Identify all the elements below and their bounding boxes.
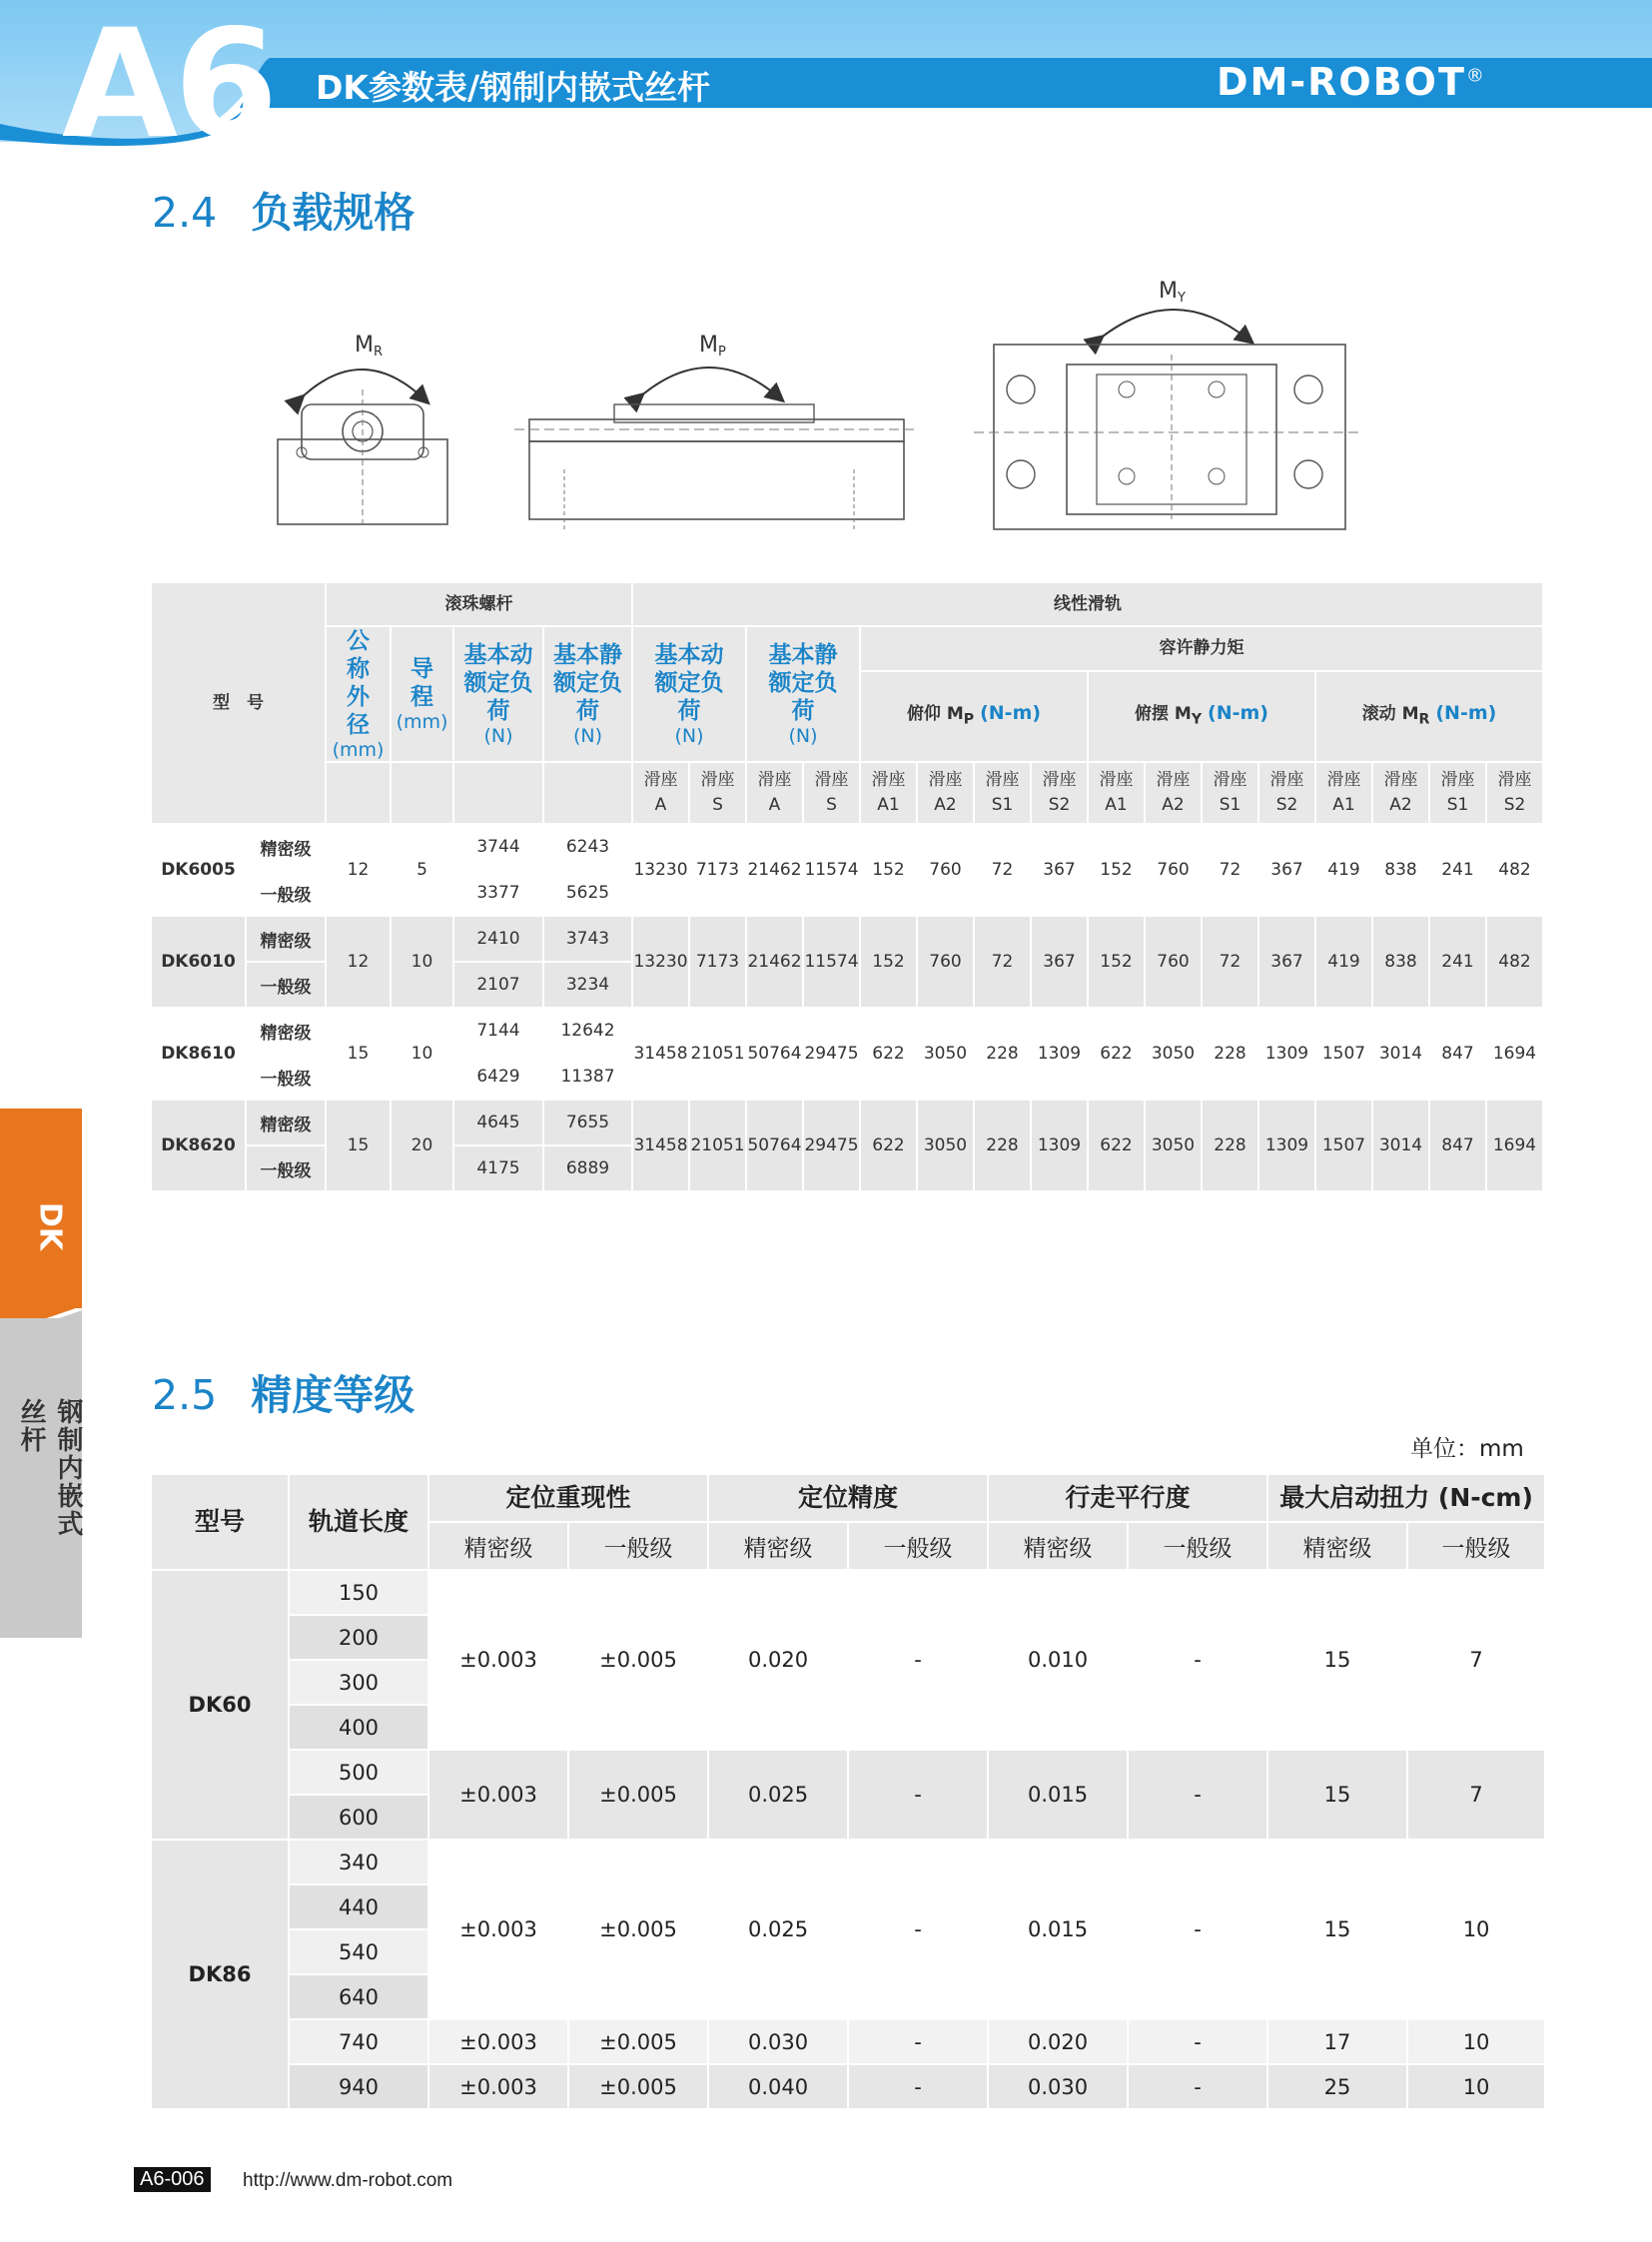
page-header (0, 0, 1652, 172)
dynamic-load-cell: 4175 (453, 1145, 543, 1191)
accuracy-table-row (151, 1840, 1545, 1884)
rail-value-cell: 3050 (917, 1100, 974, 1191)
section-number: 2.4 (152, 189, 218, 237)
rail-value-cell: 31458 (632, 1100, 689, 1191)
slider-label: 滑座 (985, 770, 1020, 790)
grade-cell: 一般级 (246, 962, 326, 1008)
load-spec-table (150, 581, 1544, 1192)
slider-label: 滑座 (1269, 770, 1304, 790)
model-cell: DK8620 (151, 1100, 246, 1191)
grade-precise: 精密级 (428, 1522, 568, 1570)
section-heading: 精度等级 (251, 1371, 415, 1419)
rail-value-cell: 3050 (1145, 1008, 1202, 1100)
pitch-moment-label: 俯仰 M (906, 704, 964, 725)
acc-header-torque: 最大启动扭力 (N-cm) (1267, 1474, 1545, 1522)
empty-cell (543, 762, 632, 824)
rail-value-cell: 419 (1315, 916, 1372, 1008)
header-static-load-label: 基本静额定负荷 (553, 642, 622, 724)
yaw-moment-unit: (N-m) (1208, 702, 1268, 725)
length-cell: 640 (289, 1974, 428, 2019)
slider-col-header (1429, 762, 1486, 824)
accuracy-value-cell: ±0.005 (568, 1570, 708, 1750)
rail-value-cell: 152 (860, 916, 917, 1008)
acc-header-length: 轨道长度 (289, 1474, 428, 1570)
rail-value-cell: 1507 (1315, 1008, 1372, 1100)
rail-value-cell: 367 (1258, 916, 1315, 1008)
accuracy-table (150, 1473, 1546, 2110)
grade-precise: 精密级 (708, 1522, 848, 1570)
slider-label: 滑座 (643, 770, 678, 790)
brand-name: DM-ROBOT (1217, 60, 1466, 104)
rail-value-cell: 3014 (1372, 1008, 1429, 1100)
slider-col-header (746, 762, 803, 824)
rail-value-cell: 72 (974, 916, 1031, 1008)
pitch-moment-sub: P (963, 711, 975, 728)
header-roll-moment (1315, 671, 1543, 762)
accuracy-value-cell: - (848, 1750, 988, 1840)
accuracy-table-row (151, 2064, 1545, 2109)
dynamic-load-cell: 6429 (453, 1054, 543, 1100)
rail-value-cell: 3014 (1372, 1100, 1429, 1191)
accuracy-value-cell: 10 (1407, 2064, 1545, 2109)
rail-value-cell: 7173 (689, 824, 746, 916)
length-cell: 940 (289, 2064, 428, 2109)
accuracy-table-row (151, 1570, 1545, 1615)
load-table-row (151, 916, 1543, 962)
accuracy-value-cell: 0.015 (988, 1750, 1128, 1840)
rail-value-cell: 760 (917, 824, 974, 916)
accuracy-value-cell: - (848, 1840, 988, 2019)
rail-value-cell: 21051 (689, 1008, 746, 1100)
slider-code: S1 (1446, 795, 1469, 815)
diameter-cell: 12 (326, 916, 391, 1008)
length-cell: 500 (289, 1750, 428, 1795)
rail-value-cell: 50764 (746, 1008, 803, 1100)
grade-normal: 一般级 (1128, 1522, 1267, 1570)
slider-label: 滑座 (1042, 770, 1077, 790)
grade-precise: 精密级 (1267, 1522, 1407, 1570)
moment-diagrams (0, 270, 1652, 539)
mr-moment-diagram (278, 333, 447, 529)
rail-value-cell: 72 (974, 824, 1031, 916)
accuracy-value-cell: 0.020 (708, 1570, 848, 1750)
slider-col-header (974, 762, 1031, 824)
slider-col-header (1031, 762, 1088, 824)
slider-label: 滑座 (1383, 770, 1418, 790)
accuracy-value-cell: 0.040 (708, 2064, 848, 2109)
header-lead (391, 626, 453, 762)
rail-value-cell: 1694 (1486, 1100, 1543, 1191)
slider-code: A1 (1332, 795, 1355, 815)
grade-cell: 精密级 (246, 1008, 326, 1054)
accuracy-value-cell: ±0.005 (568, 1750, 708, 1840)
static-load-cell: 7655 (543, 1100, 632, 1145)
accuracy-value-cell: - (848, 2019, 988, 2064)
accuracy-value-cell: 15 (1267, 1840, 1407, 2019)
rail-value-cell: 29475 (803, 1100, 860, 1191)
unit-note: 单位：mm (1410, 1436, 1524, 1462)
static-load-cell: 6889 (543, 1145, 632, 1191)
rail-value-cell: 622 (1088, 1008, 1145, 1100)
slider-col-header (689, 762, 746, 824)
rail-value-cell: 50764 (746, 1100, 803, 1191)
rail-value-cell: 241 (1429, 824, 1486, 916)
slider-col-header (917, 762, 974, 824)
accuracy-value-cell: 10 (1407, 1840, 1545, 2019)
grade-normal: 一般级 (848, 1522, 988, 1570)
accuracy-value-cell: - (848, 2064, 988, 2109)
rail-value-cell: 760 (1145, 916, 1202, 1008)
accuracy-value-cell: 0.030 (988, 2064, 1128, 2109)
registered-mark: ® (1465, 65, 1486, 87)
acc-header-parallelism: 行走平行度 (988, 1474, 1267, 1522)
slider-code: A2 (1162, 795, 1185, 815)
slider-col-header (1372, 762, 1429, 824)
rail-value-cell: 11574 (803, 824, 860, 916)
grade-cell: 精密级 (246, 916, 326, 962)
model-cell: DK6010 (151, 916, 246, 1008)
slider-label: 滑座 (1497, 770, 1532, 790)
load-table-row (151, 824, 1543, 870)
dynamic-load-cell: 4645 (453, 1100, 543, 1145)
rail-value-cell: 760 (917, 916, 974, 1008)
length-cell: 600 (289, 1795, 428, 1840)
header-diameter-unit: (mm) (332, 739, 385, 761)
rail-value-cell: 622 (860, 1100, 917, 1191)
acc-header-repeatability: 定位重现性 (428, 1474, 708, 1522)
slider-col-header (1258, 762, 1315, 824)
rail-value-cell: 1309 (1258, 1100, 1315, 1191)
dynamic-load-cell: 3377 (453, 870, 543, 916)
side-tab-dk[interactable] (0, 1109, 82, 1333)
static-load-cell: 3743 (543, 916, 632, 962)
rail-value-cell: 29475 (803, 1008, 860, 1100)
accuracy-value-cell: - (1128, 1570, 1267, 1750)
rail-value-cell: 838 (1372, 824, 1429, 916)
slider-label: 滑座 (1099, 770, 1134, 790)
slider-code: A2 (1389, 795, 1412, 815)
header-diameter (326, 626, 391, 762)
rail-value-cell: 367 (1031, 916, 1088, 1008)
rail-value-cell: 1507 (1315, 1100, 1372, 1191)
header-static-load (543, 626, 632, 762)
slider-label: 滑座 (700, 770, 735, 790)
static-load-cell: 6243 (543, 824, 632, 870)
rail-value-cell: 419 (1315, 824, 1372, 916)
slider-label: 滑座 (814, 770, 849, 790)
header-title: DK参数表/钢制内嵌式丝杆 (316, 68, 711, 107)
chapter-code: A6 (62, 0, 275, 172)
slider-col-header (1486, 762, 1543, 824)
dynamic-load-cell: 7144 (453, 1008, 543, 1054)
acc-model-cell: DK86 (151, 1840, 289, 2109)
empty-cell (453, 762, 543, 824)
slider-code: A1 (1105, 795, 1128, 815)
accuracy-value-cell: 10 (1407, 2019, 1545, 2064)
rail-value-cell: 228 (1202, 1100, 1258, 1191)
grade-normal: 一般级 (568, 1522, 708, 1570)
empty-cell (326, 762, 391, 824)
section-number: 2.5 (152, 1371, 218, 1419)
header-rail-dynamic-load-unit: (N) (674, 725, 704, 747)
acc-model-cell: DK60 (151, 1570, 289, 1840)
rail-value-cell: 152 (1088, 916, 1145, 1008)
slider-code: S2 (1503, 795, 1526, 815)
model-cell: DK6005 (151, 824, 246, 916)
length-cell: 150 (289, 1570, 428, 1615)
header-rail-dynamic-load (632, 626, 746, 762)
slider-label: 滑座 (928, 770, 963, 790)
lead-cell: 10 (391, 916, 453, 1008)
header-yaw-moment (1088, 671, 1315, 762)
slider-col-header (803, 762, 860, 824)
rail-value-cell: 31458 (632, 1008, 689, 1100)
header-static-load-unit: (N) (572, 725, 603, 747)
diameter-cell: 15 (326, 1008, 391, 1100)
lead-cell: 20 (391, 1100, 453, 1191)
slider-col-header (860, 762, 917, 824)
dynamic-load-cell: 2410 (453, 916, 543, 962)
slider-label: 滑座 (1440, 770, 1475, 790)
accuracy-value-cell: - (848, 1570, 988, 1750)
rail-value-cell: 13230 (632, 916, 689, 1008)
side-tab-category-label: 钢制内嵌式丝杆 (16, 1398, 83, 1538)
grade-cell: 精密级 (246, 824, 326, 870)
rail-value-cell: 228 (974, 1008, 1031, 1100)
accuracy-value-cell: 0.020 (988, 2019, 1128, 2064)
roll-moment-sub: R (1418, 711, 1430, 728)
slider-code: S1 (991, 795, 1014, 815)
accuracy-table-row (151, 2019, 1545, 2064)
accuracy-value-cell: 17 (1267, 2019, 1407, 2064)
brand-logo (1217, 60, 1486, 104)
header-dynamic-load-label: 基本动额定负荷 (463, 642, 533, 724)
header-model: 型 号 (151, 582, 326, 824)
length-cell: 340 (289, 1840, 428, 1884)
accuracy-value-cell: 7 (1407, 1750, 1545, 1840)
header-pitch-moment (860, 671, 1088, 762)
rail-value-cell: 847 (1429, 1100, 1486, 1191)
accuracy-value-cell: 0.025 (708, 1750, 848, 1840)
rail-value-cell: 1309 (1258, 1008, 1315, 1100)
mp-label: MP (699, 333, 726, 360)
acc-header-model: 型号 (151, 1474, 289, 1570)
side-tab-category[interactable] (0, 1318, 82, 1638)
mp-moment-diagram (514, 333, 919, 529)
accuracy-value-cell: ±0.003 (428, 1750, 568, 1840)
accuracy-value-cell: - (1128, 2019, 1267, 2064)
accuracy-value-cell: ±0.003 (428, 2064, 568, 2109)
yaw-moment-sub: Y (1191, 711, 1203, 728)
header-rail-dynamic-load-label: 基本动额定负荷 (654, 642, 724, 724)
grade-precise: 精密级 (988, 1522, 1128, 1570)
header-diameter-label: 公称外径 (347, 628, 370, 738)
section-2-4-title (152, 180, 414, 239)
rail-value-cell: 622 (1088, 1100, 1145, 1191)
slider-col-header (1088, 762, 1145, 824)
section-2-5-title (152, 1362, 414, 1421)
side-tab-dk-label: DK (32, 1201, 68, 1251)
rail-value-cell: 482 (1486, 824, 1543, 916)
rail-value-cell: 367 (1031, 824, 1088, 916)
rail-value-cell: 3050 (917, 1008, 974, 1100)
section-heading: 负载规格 (251, 189, 415, 237)
rail-value-cell: 1309 (1031, 1100, 1088, 1191)
dynamic-load-cell: 3744 (453, 824, 543, 870)
mr-label: MR (355, 333, 384, 360)
accuracy-value-cell: 7 (1407, 1570, 1545, 1750)
my-label: MY (1159, 279, 1186, 306)
length-cell: 540 (289, 1929, 428, 1974)
rail-value-cell: 152 (860, 824, 917, 916)
slider-code: A1 (877, 795, 900, 815)
rail-value-cell: 21462 (746, 916, 803, 1008)
rail-value-cell: 13230 (632, 824, 689, 916)
rail-value-cell: 367 (1258, 824, 1315, 916)
length-cell: 440 (289, 1884, 428, 1929)
slider-code: A (654, 795, 667, 815)
header-rail-static-load-unit: (N) (788, 725, 818, 747)
accuracy-value-cell: 15 (1267, 1570, 1407, 1750)
accuracy-value-cell: ±0.003 (428, 1570, 568, 1750)
accuracy-value-cell: 0.010 (988, 1570, 1128, 1750)
diameter-cell: 15 (326, 1100, 391, 1191)
rail-value-cell: 241 (1429, 916, 1486, 1008)
rail-value-cell: 482 (1486, 916, 1543, 1008)
dynamic-load-cell: 2107 (453, 962, 543, 1008)
slider-code: S (826, 795, 837, 815)
load-table-row (151, 1100, 1543, 1145)
header-rail-static-load-label: 基本静额定负荷 (768, 642, 838, 724)
slider-subheader-row (151, 762, 1543, 824)
accuracy-value-cell: ±0.003 (428, 1840, 568, 2019)
slider-col-header (1145, 762, 1202, 824)
slider-code: S2 (1048, 795, 1071, 815)
empty-cell (391, 762, 453, 824)
accuracy-value-cell: 0.015 (988, 1840, 1128, 2019)
accuracy-table-row (151, 1750, 1545, 1795)
slider-col-header (1315, 762, 1372, 824)
slider-label: 滑座 (1213, 770, 1247, 790)
slider-code: A (768, 795, 781, 815)
accuracy-value-cell: 25 (1267, 2064, 1407, 2109)
accuracy-value-cell: ±0.005 (568, 2019, 708, 2064)
static-load-cell: 3234 (543, 962, 632, 1008)
rail-value-cell: 72 (1202, 916, 1258, 1008)
rail-value-cell: 3050 (1145, 1100, 1202, 1191)
accuracy-value-cell: ±0.005 (568, 2064, 708, 2109)
length-cell: 300 (289, 1660, 428, 1705)
slider-col-header (632, 762, 689, 824)
grade-normal: 一般级 (1407, 1522, 1545, 1570)
acc-header-accuracy: 定位精度 (708, 1474, 988, 1522)
rail-value-cell: 7173 (689, 916, 746, 1008)
lead-cell: 5 (391, 824, 453, 916)
header-rail-static-load (746, 626, 860, 762)
static-load-cell: 5625 (543, 870, 632, 916)
header-dynamic-load-unit: (N) (483, 725, 513, 747)
header-linear-rail: 线性滑轨 (632, 582, 1543, 626)
static-load-cell: 12642 (543, 1008, 632, 1054)
rail-value-cell: 72 (1202, 824, 1258, 916)
rail-value-cell: 847 (1429, 1008, 1486, 1100)
accuracy-value-cell: ±0.003 (428, 2019, 568, 2064)
rail-value-cell: 228 (974, 1100, 1031, 1191)
length-cell: 740 (289, 2019, 428, 2064)
accuracy-value-cell: 15 (1267, 1750, 1407, 1840)
load-table-row (151, 1008, 1543, 1054)
rail-value-cell: 21462 (746, 824, 803, 916)
roll-moment-label: 滚动 M (1361, 704, 1419, 725)
header-ballscrew: 滚珠螺杆 (326, 582, 632, 626)
header-lead-unit: (mm) (396, 711, 448, 733)
rail-value-cell: 838 (1372, 916, 1429, 1008)
page-code: A6-006 (134, 2167, 211, 2192)
model-cell: DK8610 (151, 1008, 246, 1100)
rail-value-cell: 21051 (689, 1100, 746, 1191)
slider-col-header (1202, 762, 1258, 824)
footer-url[interactable]: http://www.dm-robot.com (243, 2170, 453, 2191)
rail-value-cell: 622 (860, 1008, 917, 1100)
static-load-cell: 11387 (543, 1054, 632, 1100)
accuracy-value-cell: ±0.005 (568, 1840, 708, 2019)
accuracy-value-cell: - (1128, 2064, 1267, 2109)
grade-cell: 精密级 (246, 1100, 326, 1145)
diameter-cell: 12 (326, 824, 391, 916)
rail-value-cell: 760 (1145, 824, 1202, 916)
slider-code: S (712, 795, 723, 815)
slider-label: 滑座 (1156, 770, 1191, 790)
slider-code: S2 (1275, 795, 1298, 815)
slider-code: A2 (934, 795, 957, 815)
length-cell: 400 (289, 1705, 428, 1750)
yaw-moment-label: 俯摆 M (1135, 704, 1192, 725)
rail-value-cell: 1694 (1486, 1008, 1543, 1100)
roll-moment-unit: (N-m) (1435, 702, 1497, 725)
my-moment-diagram (974, 279, 1363, 529)
grade-cell: 一般级 (246, 1054, 326, 1100)
slider-code: S1 (1219, 795, 1241, 815)
accuracy-value-cell: 0.025 (708, 1840, 848, 2019)
slider-label: 滑座 (757, 770, 792, 790)
length-cell: 200 (289, 1615, 428, 1660)
lead-cell: 10 (391, 1008, 453, 1100)
accuracy-value-cell: - (1128, 1840, 1267, 2019)
accuracy-value-cell: - (1128, 1750, 1267, 1840)
rail-value-cell: 1309 (1031, 1008, 1088, 1100)
header-static-moment: 容许静力矩 (860, 626, 1543, 671)
pitch-moment-unit: (N-m) (980, 702, 1042, 725)
header-dynamic-load (453, 626, 543, 762)
rail-value-cell: 228 (1202, 1008, 1258, 1100)
header-lead-label: 导程 (411, 656, 433, 710)
slider-label: 滑座 (871, 770, 906, 790)
grade-cell: 一般级 (246, 1145, 326, 1191)
slider-label: 滑座 (1326, 770, 1361, 790)
grade-cell: 一般级 (246, 870, 326, 916)
rail-value-cell: 152 (1088, 824, 1145, 916)
rail-value-cell: 11574 (803, 916, 860, 1008)
accuracy-value-cell: 0.030 (708, 2019, 848, 2064)
